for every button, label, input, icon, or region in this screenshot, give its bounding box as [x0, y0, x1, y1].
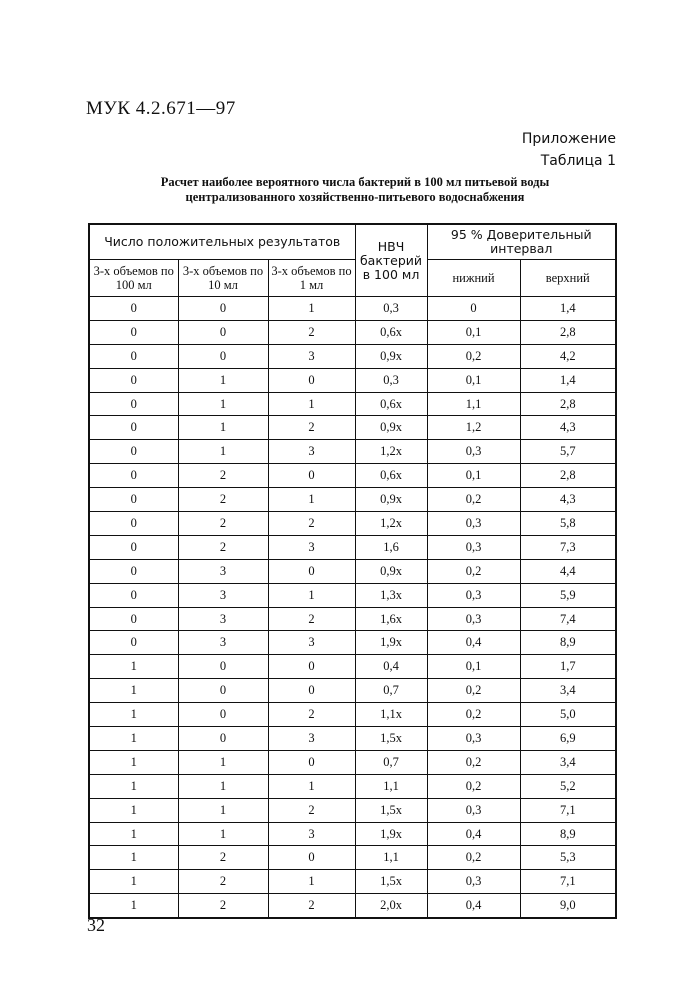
count-100ml-cell: 0 — [89, 368, 178, 392]
nvch-cell: 1,6 — [355, 535, 427, 559]
upper-bound-cell: 4,3 — [520, 488, 616, 512]
lower-bound-cell: 0,4 — [427, 894, 520, 918]
upper-bound-cell: 5,2 — [520, 774, 616, 798]
upper-bound-cell: 5,0 — [520, 703, 616, 727]
table-row — [89, 464, 616, 488]
count-100ml-cell: 0 — [89, 631, 178, 655]
table-row — [89, 846, 616, 870]
count-100ml-cell: 0 — [89, 535, 178, 559]
upper-bound-cell: 7,4 — [520, 607, 616, 631]
lower-bound-cell: 0,1 — [427, 320, 520, 344]
count-1ml-cell: 2 — [268, 416, 355, 440]
table-row — [89, 368, 616, 392]
count-1ml-cell: 3 — [268, 440, 355, 464]
table-row — [89, 559, 616, 583]
nvch-cell: 0,6x — [355, 464, 427, 488]
count-1ml-cell: 1 — [268, 774, 355, 798]
table-row — [89, 440, 616, 464]
table-row — [89, 297, 616, 321]
count-10ml-cell: 0 — [178, 344, 268, 368]
upper-bound-cell: 1,7 — [520, 655, 616, 679]
count-10ml-cell: 0 — [178, 320, 268, 344]
count-100ml-cell: 0 — [89, 607, 178, 631]
nvch-cell: 1,1 — [355, 774, 427, 798]
count-100ml-cell: 1 — [89, 750, 178, 774]
upper-bound-cell: 2,8 — [520, 320, 616, 344]
table-row — [89, 392, 616, 416]
table-row — [89, 774, 616, 798]
count-1ml-cell: 0 — [268, 368, 355, 392]
lower-bound-cell: 0,3 — [427, 607, 520, 631]
count-100ml-cell: 1 — [89, 846, 178, 870]
count-1ml-cell: 1 — [268, 488, 355, 512]
table-row — [89, 631, 616, 655]
header-nvch: НВЧ бактерий в 100 мл — [355, 224, 427, 297]
upper-bound-cell: 3,4 — [520, 679, 616, 703]
count-1ml-cell: 1 — [268, 583, 355, 607]
lower-bound-cell: 1,1 — [427, 392, 520, 416]
count-10ml-cell: 0 — [178, 727, 268, 751]
lower-bound-cell: 0,1 — [427, 368, 520, 392]
nvch-cell: 0,7 — [355, 679, 427, 703]
count-10ml-cell: 1 — [178, 440, 268, 464]
lower-bound-cell: 0,2 — [427, 750, 520, 774]
count-10ml-cell: 3 — [178, 559, 268, 583]
lower-bound-cell: 0,2 — [427, 774, 520, 798]
lower-bound-cell: 0,3 — [427, 512, 520, 536]
table-row — [89, 344, 616, 368]
table-row — [89, 798, 616, 822]
count-10ml-cell: 3 — [178, 583, 268, 607]
table-row — [89, 727, 616, 751]
count-100ml-cell: 1 — [89, 870, 178, 894]
count-100ml-cell: 1 — [89, 822, 178, 846]
count-1ml-cell: 1 — [268, 297, 355, 321]
count-1ml-cell: 2 — [268, 798, 355, 822]
count-1ml-cell: 2 — [268, 320, 355, 344]
nvch-cell: 0,6x — [355, 320, 427, 344]
count-100ml-cell: 0 — [89, 488, 178, 512]
nvch-cell: 0,9x — [355, 416, 427, 440]
upper-bound-cell: 5,3 — [520, 846, 616, 870]
count-1ml-cell: 2 — [268, 894, 355, 918]
nvch-cell: 1,1 — [355, 846, 427, 870]
header-1ml: 3-х объемов по 1 мл — [268, 260, 355, 297]
upper-bound-cell: 6,9 — [520, 727, 616, 751]
count-100ml-cell: 1 — [89, 798, 178, 822]
count-10ml-cell: 2 — [178, 870, 268, 894]
count-10ml-cell: 1 — [178, 416, 268, 440]
nvch-cell: 0,9x — [355, 559, 427, 583]
count-100ml-cell: 0 — [89, 512, 178, 536]
count-1ml-cell: 0 — [268, 559, 355, 583]
upper-bound-cell: 7,3 — [520, 535, 616, 559]
nvch-cell: 1,9x — [355, 631, 427, 655]
table-row — [89, 655, 616, 679]
page-number: 32 — [87, 915, 105, 935]
count-10ml-cell: 1 — [178, 750, 268, 774]
count-10ml-cell: 2 — [178, 488, 268, 512]
count-1ml-cell: 2 — [268, 512, 355, 536]
upper-bound-cell: 5,9 — [520, 583, 616, 607]
upper-bound-cell: 4,4 — [520, 559, 616, 583]
header-upper: верхний — [520, 260, 616, 297]
count-10ml-cell: 1 — [178, 798, 268, 822]
count-100ml-cell: 1 — [89, 727, 178, 751]
count-100ml-cell: 0 — [89, 440, 178, 464]
lower-bound-cell: 0,2 — [427, 679, 520, 703]
lower-bound-cell: 0,3 — [427, 798, 520, 822]
count-100ml-cell: 1 — [89, 703, 178, 727]
count-1ml-cell: 1 — [268, 870, 355, 894]
header-100ml: 3-х объемов по 100 мл — [89, 260, 178, 297]
table-row — [89, 535, 616, 559]
upper-bound-cell: 5,8 — [520, 512, 616, 536]
upper-bound-cell: 2,8 — [520, 392, 616, 416]
table-row — [89, 703, 616, 727]
table-caption-line-2: централизованного хозяйственно-питьевого водоснабжения — [185, 190, 525, 204]
lower-bound-cell: 0,4 — [427, 822, 520, 846]
table-row — [89, 679, 616, 703]
upper-bound-cell: 4,2 — [520, 344, 616, 368]
table-number: Таблица 1 — [540, 153, 616, 169]
nvch-cell: 1,3x — [355, 583, 427, 607]
count-1ml-cell: 3 — [268, 727, 355, 751]
upper-bound-cell: 4,3 — [520, 416, 616, 440]
count-10ml-cell: 1 — [178, 822, 268, 846]
count-10ml-cell: 1 — [178, 774, 268, 798]
table-body — [89, 297, 616, 919]
upper-bound-cell: 8,9 — [520, 822, 616, 846]
lower-bound-cell: 1,2 — [427, 416, 520, 440]
upper-bound-cell: 1,4 — [520, 368, 616, 392]
nvch-cell: 0,9x — [355, 344, 427, 368]
nvch-cell: 1,5x — [355, 870, 427, 894]
upper-bound-cell: 7,1 — [520, 798, 616, 822]
count-10ml-cell: 3 — [178, 631, 268, 655]
count-10ml-cell: 2 — [178, 894, 268, 918]
header-lower: нижний — [427, 260, 520, 297]
nvch-cell: 0,3 — [355, 297, 427, 321]
count-10ml-cell: 2 — [178, 846, 268, 870]
mpn-table — [88, 223, 617, 919]
upper-bound-cell: 2,8 — [520, 464, 616, 488]
count-10ml-cell: 1 — [178, 392, 268, 416]
count-100ml-cell: 0 — [89, 297, 178, 321]
lower-bound-cell: 0 — [427, 297, 520, 321]
table-row — [89, 894, 616, 918]
lower-bound-cell: 0,3 — [427, 727, 520, 751]
nvch-cell: 2,0x — [355, 894, 427, 918]
nvch-cell: 1,5x — [355, 798, 427, 822]
count-100ml-cell: 0 — [89, 583, 178, 607]
count-10ml-cell: 0 — [178, 679, 268, 703]
lower-bound-cell: 0,3 — [427, 440, 520, 464]
nvch-cell: 0,6x — [355, 392, 427, 416]
nvch-cell: 0,4 — [355, 655, 427, 679]
count-1ml-cell: 0 — [268, 679, 355, 703]
count-100ml-cell: 1 — [89, 655, 178, 679]
count-100ml-cell: 0 — [89, 344, 178, 368]
lower-bound-cell: 0,2 — [427, 846, 520, 870]
count-1ml-cell: 0 — [268, 846, 355, 870]
lower-bound-cell: 0,2 — [427, 488, 520, 512]
table-row — [89, 416, 616, 440]
count-100ml-cell: 0 — [89, 392, 178, 416]
count-1ml-cell: 0 — [268, 655, 355, 679]
count-1ml-cell: 2 — [268, 703, 355, 727]
table-row — [89, 870, 616, 894]
lower-bound-cell: 0,1 — [427, 655, 520, 679]
table-row — [89, 512, 616, 536]
count-100ml-cell: 0 — [89, 320, 178, 344]
count-1ml-cell: 3 — [268, 344, 355, 368]
count-100ml-cell: 1 — [89, 774, 178, 798]
nvch-cell: 1,2x — [355, 440, 427, 464]
count-1ml-cell: 0 — [268, 464, 355, 488]
lower-bound-cell: 0,3 — [427, 870, 520, 894]
count-100ml-cell: 0 — [89, 416, 178, 440]
count-1ml-cell: 3 — [268, 631, 355, 655]
count-10ml-cell: 3 — [178, 607, 268, 631]
lower-bound-cell: 0,2 — [427, 559, 520, 583]
upper-bound-cell: 7,1 — [520, 870, 616, 894]
header-positive-results: Число положительных результатов — [89, 224, 355, 260]
count-1ml-cell: 3 — [268, 822, 355, 846]
count-100ml-cell: 1 — [89, 894, 178, 918]
count-10ml-cell: 0 — [178, 297, 268, 321]
header-10ml: 3-х объемов по 10 мл — [178, 260, 268, 297]
count-1ml-cell: 3 — [268, 535, 355, 559]
count-10ml-cell: 2 — [178, 464, 268, 488]
count-10ml-cell: 2 — [178, 512, 268, 536]
nvch-cell: 0,3 — [355, 368, 427, 392]
count-100ml-cell: 0 — [89, 559, 178, 583]
count-1ml-cell: 2 — [268, 607, 355, 631]
count-100ml-cell: 0 — [89, 464, 178, 488]
nvch-cell: 0,9x — [355, 488, 427, 512]
count-100ml-cell: 1 — [89, 679, 178, 703]
count-10ml-cell: 0 — [178, 703, 268, 727]
table-row — [89, 320, 616, 344]
count-10ml-cell: 0 — [178, 655, 268, 679]
table-row — [89, 607, 616, 631]
appendix-label: Приложение — [521, 131, 616, 147]
count-1ml-cell: 1 — [268, 392, 355, 416]
count-10ml-cell: 1 — [178, 368, 268, 392]
upper-bound-cell: 1,4 — [520, 297, 616, 321]
lower-bound-cell: 0,2 — [427, 344, 520, 368]
table-caption-line-1: Расчет наиболее вероятного числа бактерий в 100 мл питьевой воды — [160, 175, 550, 189]
upper-bound-cell: 8,9 — [520, 631, 616, 655]
lower-bound-cell: 0,2 — [427, 703, 520, 727]
count-10ml-cell: 2 — [178, 535, 268, 559]
nvch-cell: 1,6x — [355, 607, 427, 631]
upper-bound-cell: 5,7 — [520, 440, 616, 464]
document-code: МУК 4.2.671—97 — [86, 98, 236, 119]
nvch-cell: 1,5x — [355, 727, 427, 751]
table-row — [89, 583, 616, 607]
lower-bound-cell: 0,3 — [427, 583, 520, 607]
table-row — [89, 822, 616, 846]
nvch-cell: 1,9x — [355, 822, 427, 846]
lower-bound-cell: 0,3 — [427, 535, 520, 559]
header-confidence-interval: 95 % Доверительный интервал — [427, 224, 616, 260]
table-row — [89, 488, 616, 512]
lower-bound-cell: 0,4 — [427, 631, 520, 655]
nvch-cell: 0,7 — [355, 750, 427, 774]
upper-bound-cell: 9,0 — [520, 894, 616, 918]
nvch-cell: 1,2x — [355, 512, 427, 536]
nvch-cell: 1,1x — [355, 703, 427, 727]
upper-bound-cell: 3,4 — [520, 750, 616, 774]
lower-bound-cell: 0,1 — [427, 464, 520, 488]
count-1ml-cell: 0 — [268, 750, 355, 774]
table-row — [89, 750, 616, 774]
